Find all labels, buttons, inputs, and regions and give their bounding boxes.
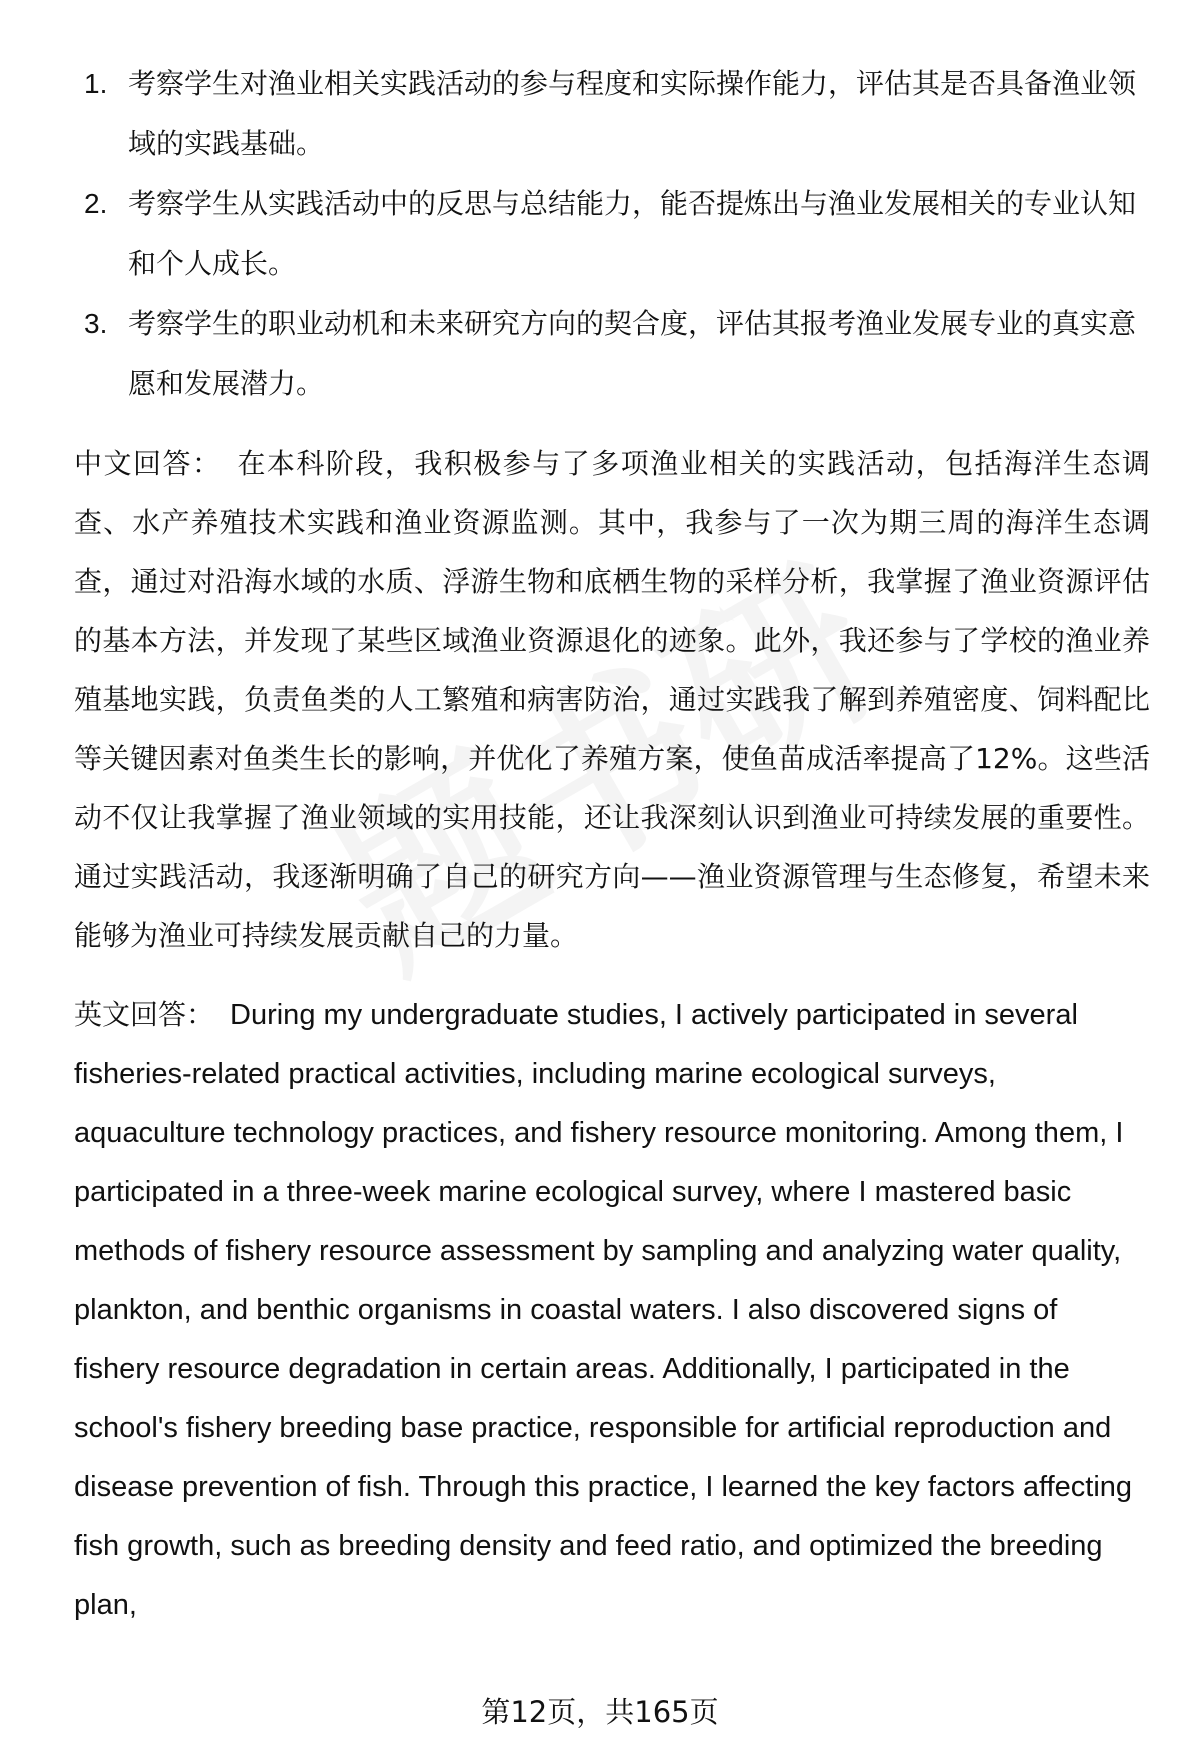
page-footer — [0, 1690, 1200, 1731]
list-item-text: 考察学生从实践活动中的反思与总结能力，能否提炼出与渔业发展相关的专业认知和个人成长。 — [128, 187, 1137, 280]
list-item — [74, 54, 1150, 174]
chinese-answer — [74, 434, 1150, 965]
list-item-number: 1. — [84, 68, 108, 99]
list-item-number: 2. — [84, 188, 108, 219]
list-item — [74, 294, 1150, 414]
english-answer-text: During my undergraduate studies, I actively participated in several fisheries-related practical activities, including marine ecological surveys, aquaculture technology practices, and fishery resource monitoring. Among them, I participated in a three-week marine ecological survey, where I mastered basic methods of fishery resource assessment by sampling and analyzing water quality, plankton, and benthic organisms in coastal waters. I also discovered signs of fishery resource degradation in certain areas. Additionally, I participated in the school's fishery breeding base practice, responsible for artificial reproduction and disease prevention of fish. Through this practice, I learned the key factors affecting fish growth, such as breeding density and feed ratio, and optimized the breeding plan, — [74, 999, 1133, 1621]
english-answer-label: 英文回答： — [74, 998, 215, 1031]
list-item — [74, 174, 1150, 294]
chinese-answer-label: 中文回答： — [74, 447, 222, 480]
list-item-text: 考察学生的职业动机和未来研究方向的契合度，评估其报考渔业发展专业的真实意愿和发展潜力。 — [128, 307, 1137, 400]
page-number: 第12页，共165页 — [481, 1695, 719, 1729]
list-item-text: 考察学生对渔业相关实践活动的参与程度和实际操作能力，评估其是否具备渔业领域的实践基础。 — [128, 67, 1137, 160]
criteria-list — [74, 54, 1150, 414]
list-item-number: 3. — [84, 308, 108, 339]
chinese-answer-text: 在本科阶段，我积极参与了多项渔业相关的实践活动，包括海洋生态调查、水产养殖技术实践和渔业资源监测。其中，我参与了一次为期三周的海洋生态调查，通过对沿海水域的水质、浮游生物和底栖生物的采样分析，我掌握了渔业资源评估的基本方法，并发现了某些区域渔业资源退化的迹象。此外，我还参与了学校的渔业养殖基地实践，负责鱼类的人工繁殖和病害防治，通过实践我了解到养殖密度、饲料配比等关键因素对鱼类生长的影响，并优化了养殖方案，使鱼苗成活率提高了12%。这些活动不仅让我掌握了渔业领域的实用技能，还让我深刻认识到渔业可持续发展的重要性。通过实践活动，我逐渐明确了自己的研究方向——渔业资源管理与生态修复，希望未来能够为渔业可持续发展贡献自己的力量。 — [74, 447, 1150, 952]
english-answer — [74, 985, 1150, 1635]
